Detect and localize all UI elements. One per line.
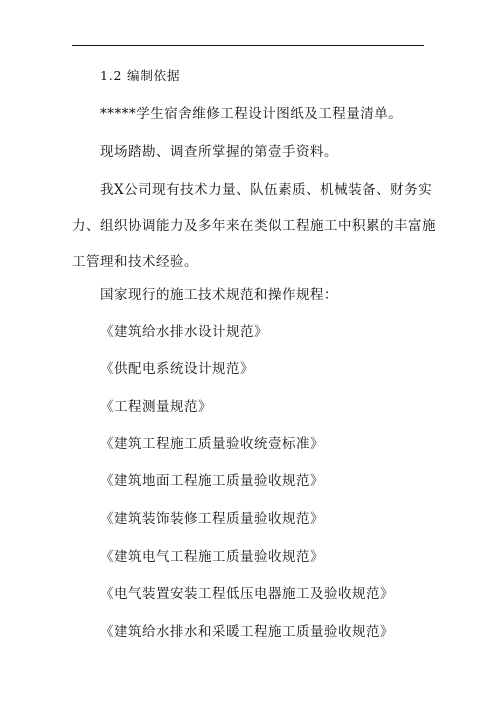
standard-item: 《工程测量规范》 (100, 399, 212, 415)
standard-item: 《电气装置安装工程低压电器施工及验收规范》 (100, 586, 394, 602)
basis-item-site-survey: 现场踏勘、调查所掌握的第壹手资料。 (100, 144, 338, 160)
standard-item: 《供配电系统设计规范》 (100, 361, 254, 377)
section-heading: 1.2 编制依据 (100, 68, 181, 83)
company-paragraph-line-2: 力、组织协调能力及多年来在类似工程施工中积累的丰富施 (72, 218, 436, 234)
standard-item: 《建筑装饰装修工程质量验收规范》 (100, 511, 324, 527)
basis-item-drawings: *****学生宿舍维修工程设计图纸及工程量清单。 (100, 106, 403, 122)
standard-item: 《建筑电气工程施工质量验收规范》 (100, 549, 324, 565)
standards-intro: 国家现行的施工技术规范和操作规程： (100, 287, 338, 303)
standard-item: 《建筑给水排水设计规范》 (100, 324, 268, 340)
company-paragraph-line-1: 我X公司现有技术力量、队伍素质、机械装备、财务实 (100, 182, 433, 198)
company-paragraph-line-3: 工管理和技术经验。 (72, 254, 198, 270)
standard-item: 《建筑地面工程施工质量验收规范》 (100, 473, 324, 489)
header-rule (72, 45, 424, 46)
standard-item: 《建筑给水排水和采暖工程施工质量验收规范》 (100, 624, 394, 640)
standard-item: 《建筑工程施工质量验收统壹标准》 (100, 436, 324, 452)
